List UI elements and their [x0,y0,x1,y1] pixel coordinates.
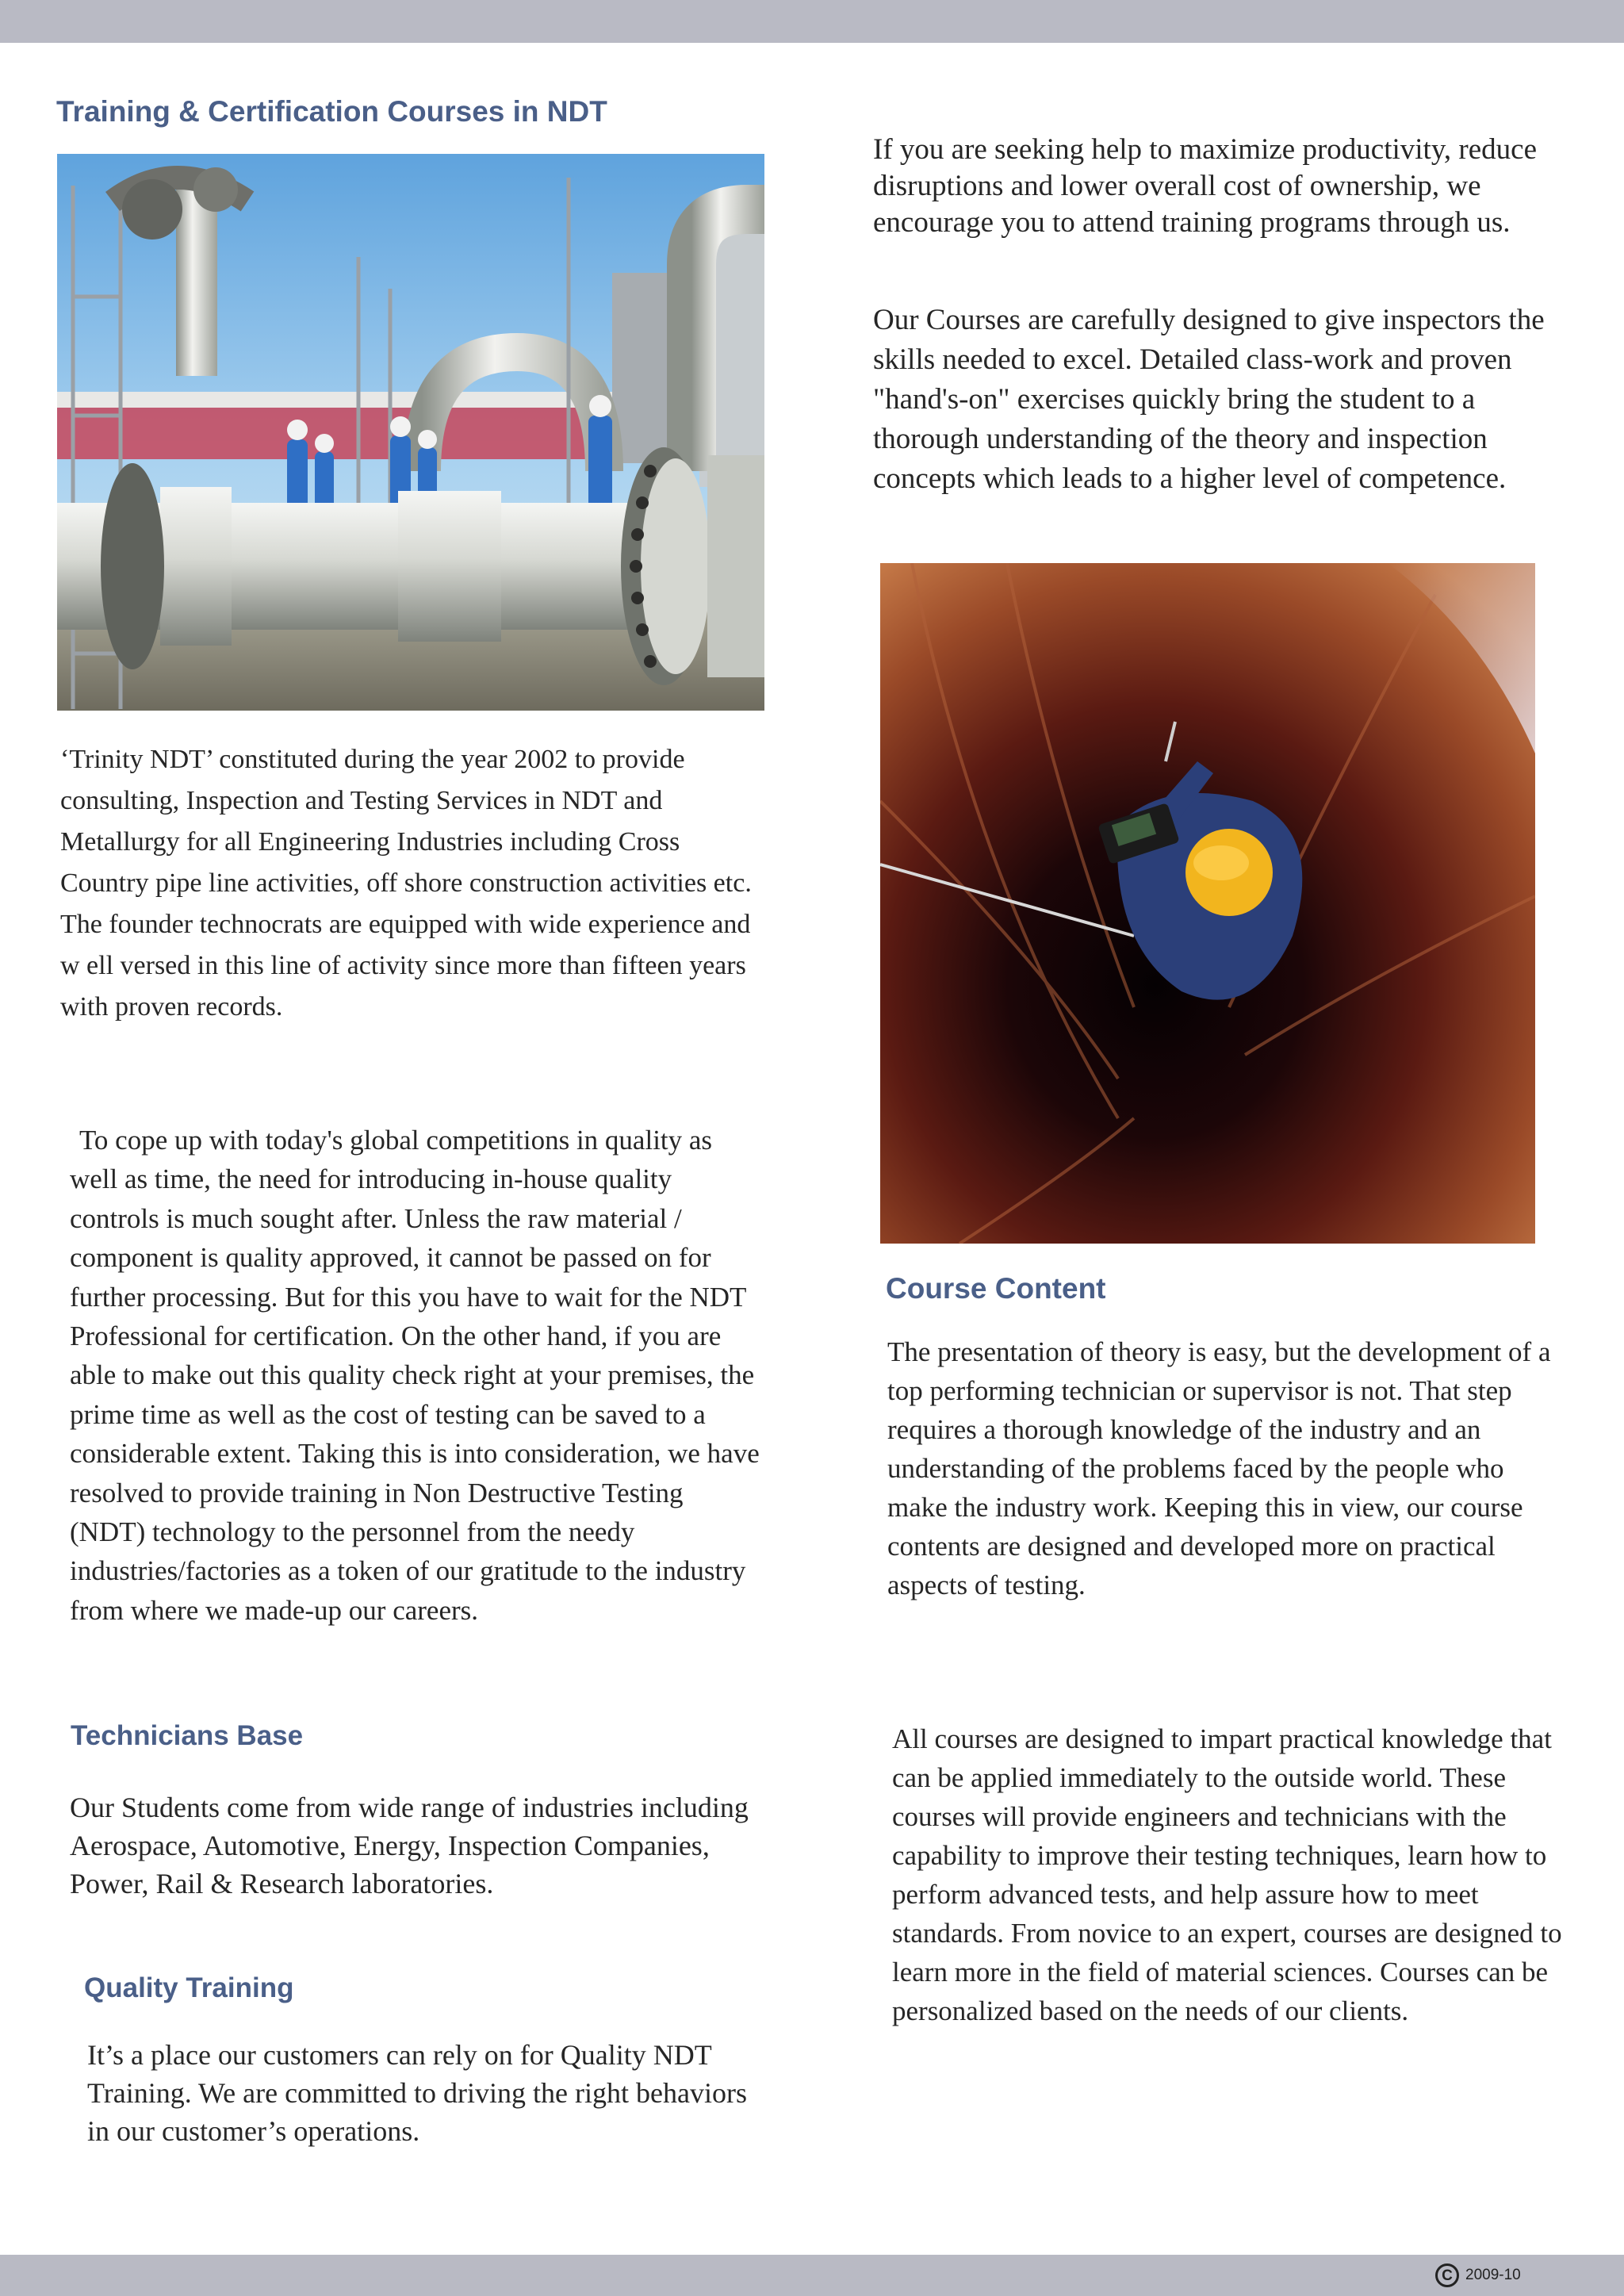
intro-paragraph-2: Our Courses are carefully designed to give inspectors the skills needed to excel. Detailed class-work and proven "hand's-on" exercises quickly bring the student to a thorough understanding of the theory and inspection concepts which leads to a higher level of competence. [873,304,1545,495]
refinery-pipeline-photo [57,154,764,711]
bottom-bar [0,2255,1624,2296]
about-paragraph-1: ‘Trinity NDT’ constituted during the year 2002 to provide consulting, Inspection and Testing Services in NDT and Metallurgy for all Engineering Industries including Cross Country pipe line activities, off shore construction activities etc. The founder technocrats are equipped with wide experience and w ell versed in this line of activity since more than fifteen years with proven records. [60,745,752,1022]
intro-paragraph-1: If you are seeking help to maximize productivity, reduce disruptions and lower overall cost of ownership, we encourage you to attend training programs through us. [873,133,1537,239]
quality-training-text: It’s a place our customers can rely on for Quality NDT Training. We are committed to driving the right behaviors in our customer’s operations. [87,2039,747,2147]
copyright-icon: C [1435,2263,1459,2287]
about-paragraph-2: To cope up with today's global competitions in quality as well as time, the need for introducing in-house quality controls is much sought after. Unless the raw material / component is quality approved, it cannot be passed on for further processing. But for this you have to wait for the NDT Professional for certification. On the other hand, if you are able to make out this quality check right at your premises, the prime time as well as the cost of testing can be saved to a considerable extent. Taking this is into consideration, we have resolved to provide training in Non Destructive Testing (NDT) technology to the personnel from the needy industries/factories as a token of our gratitude to the industry from where we made-up our careers. [70,1125,760,1626]
copyright-notice [1435,2262,1521,2289]
pipe-inspector-photo [880,563,1535,1244]
copyright-year: 2009-10 [1465,2267,1521,2283]
technicians-base-text: Our Students come from wide range of industries including Aerospace, Automotive, Energy, Inspection Companies, Power, Rail & Research laboratories. [70,1792,749,1899]
page-title: Training & Certification Courses in NDT [56,95,607,128]
course-content-paragraph-1: The presentation of theory is easy, but the development of a top performing technician or supervisor is not. That step requires a thorough knowledge of the industry and an understanding of the problems faced by the people who make the industry work. Keeping this in view, our course contents are designed and developed more on practical aspects of testing. [887,1336,1551,1600]
technicians-base-heading: Technicians Base [71,1720,304,1751]
quality-training-heading: Quality Training [84,1972,294,2003]
course-content-heading: Course Content [886,1272,1106,1305]
course-content-paragraph-2: All courses are designed to impart practical knowledge that can be applied immediately to the outside world. These courses will provide engineers and technicians with the capability to improve their testing techniques, learn how to perform advanced tests, and help assure how to meet standards. From novice to an expert, courses are designed to learn more in the field of material sciences. Courses can be personalized based on the needs of our clients. [892,1723,1562,2026]
top-bar [0,0,1624,43]
